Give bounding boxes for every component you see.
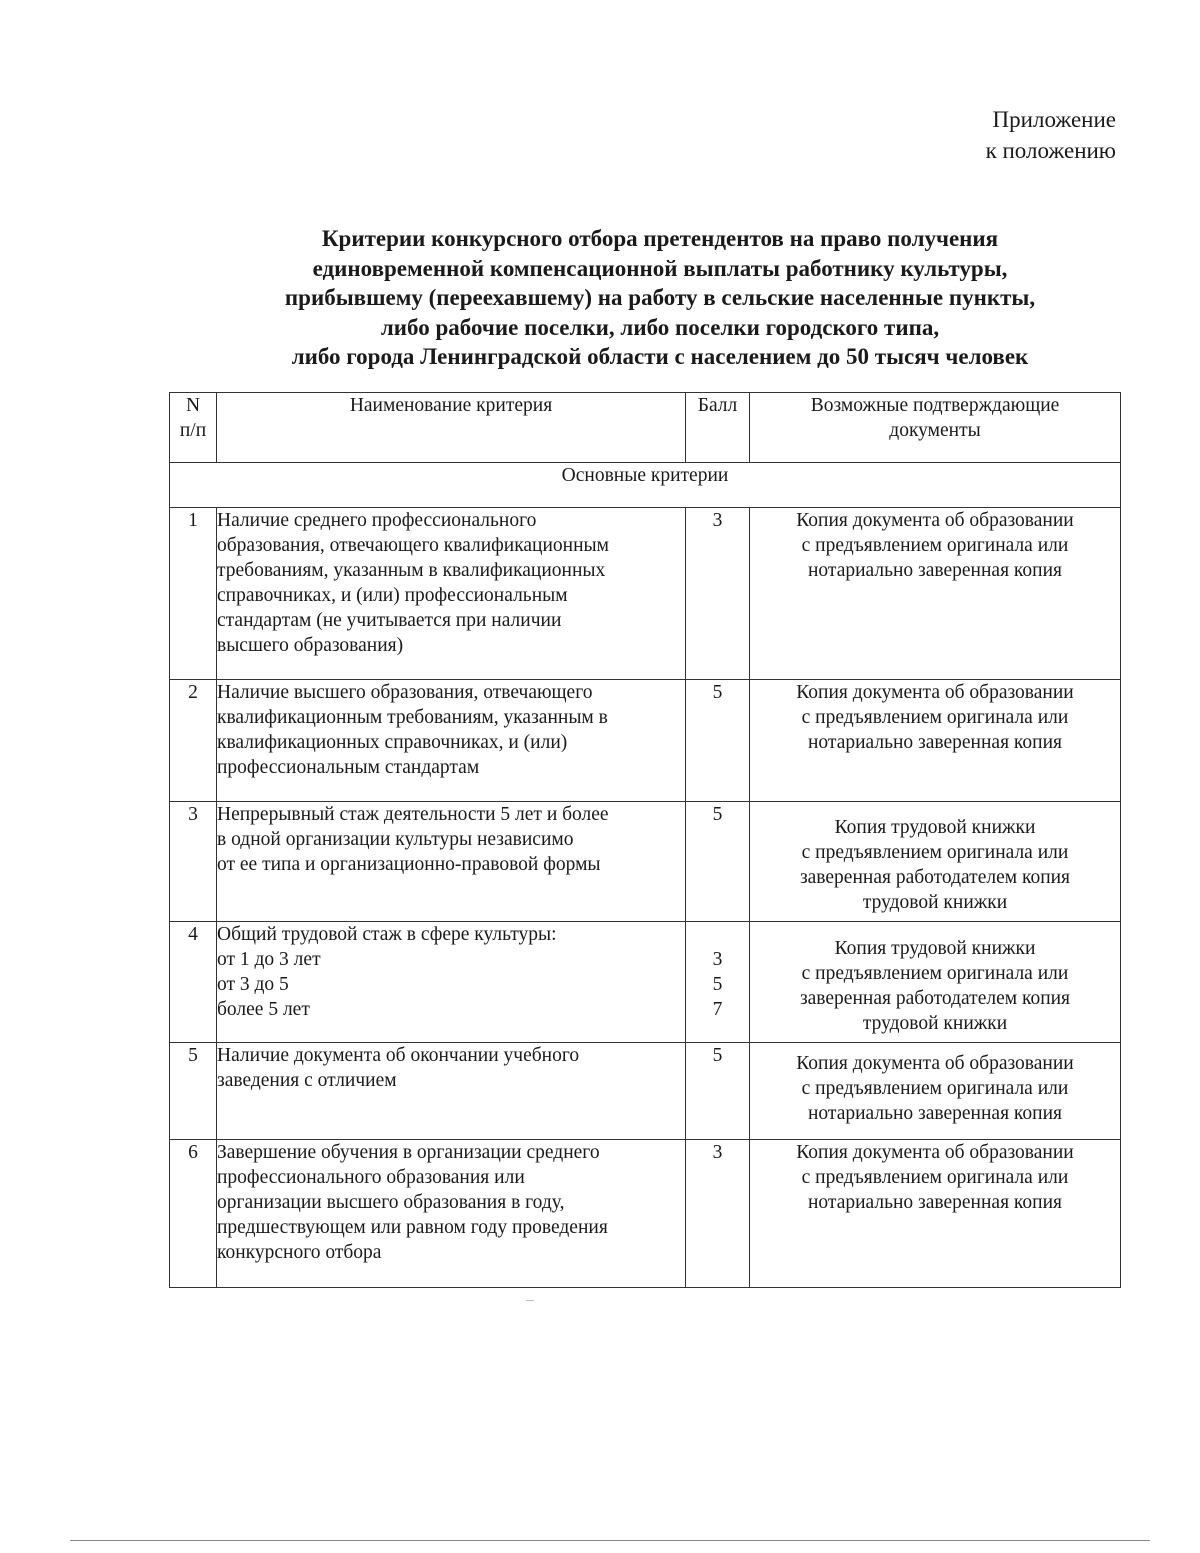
supporting-documents-line: с предъявлением оригинала или <box>801 842 1069 863</box>
table-row <box>170 922 1121 1043</box>
criterion-name-line: предшествующем или равном году проведения <box>217 1217 608 1238</box>
supporting-documents-line: нотариально заверенная копия <box>808 1192 1062 1213</box>
title-line: единовременной компенсационной выплаты работнику культуры, <box>312 255 1008 281</box>
criterion-name-line: требованиям, указанным в квалификационных <box>217 560 606 581</box>
table-row <box>170 802 1121 922</box>
criterion-name-line: Наличие документа об окончании учебного <box>217 1045 580 1066</box>
supporting-documents-line: Копия документа об образовании <box>796 682 1074 703</box>
criterion-name-line: от ее типа и организационно-правовой формы <box>217 854 601 875</box>
criterion-name-line: квалификационным требованиям, указанным в <box>217 707 608 728</box>
criterion-score <box>686 922 750 1043</box>
header-documents <box>750 393 1121 463</box>
row-number: 5 <box>170 1043 217 1140</box>
header-number <box>170 393 217 463</box>
supporting-documents-line: заверенная работодателем копия <box>799 988 1071 1009</box>
annex-line-2: к положению <box>985 138 1116 163</box>
header-number-line1: N <box>185 395 201 416</box>
header-criterion-name: Наименование критерия <box>217 393 686 463</box>
supporting-documents-line: Копия документа об образовании <box>796 1053 1074 1074</box>
table-row <box>170 508 1121 680</box>
supporting-documents-line: Копия трудовой книжки <box>834 938 1036 959</box>
title-line: прибывшему (переехавшему) на работу в сельские населенные пункты, <box>284 285 1036 310</box>
supporting-documents <box>750 508 1121 680</box>
criterion-score <box>686 680 750 802</box>
scan-speck <box>526 1300 534 1301</box>
supporting-documents-line: с предъявлением оригинала или <box>801 535 1069 556</box>
supporting-documents-line: нотариально заверенная копия <box>808 1103 1062 1124</box>
supporting-documents-line: трудовой книжки <box>862 892 1008 913</box>
criterion-name-line: профессионального образования или <box>217 1167 525 1188</box>
supporting-documents <box>750 922 1121 1043</box>
score-value: 5 <box>712 682 723 703</box>
criterion-name-line: Завершение обучения в организации среднего <box>217 1142 600 1163</box>
row-number: 1 <box>170 508 217 680</box>
criterion-name-line: заведения с отличием <box>217 1070 397 1091</box>
criterion-name-line: более 5 лет <box>217 999 310 1020</box>
criterion-name-line: Непрерывный стаж деятельности 5 лет и более <box>217 804 609 825</box>
supporting-documents-line: с предъявлением оригинала или <box>801 1078 1069 1099</box>
footer-rule <box>70 1540 1150 1541</box>
criterion-name <box>217 680 686 802</box>
criterion-name <box>217 1043 686 1140</box>
supporting-documents-line: с предъявлением оригинала или <box>801 963 1069 984</box>
criterion-name-line: организации высшего образования в году, <box>217 1192 565 1213</box>
criterion-name-line: стандартам (не учитывается при наличии <box>217 610 562 631</box>
title-line: Критерии конкурсного отбора претендентов на право получения <box>321 226 999 251</box>
score-value: 5 <box>712 1045 723 1066</box>
criterion-name <box>217 802 686 922</box>
supporting-documents <box>750 1140 1121 1288</box>
criterion-score <box>686 1140 750 1288</box>
score-value: 3 <box>712 510 723 531</box>
supporting-documents-line: с предъявлением оригинала или <box>801 1167 1069 1188</box>
supporting-documents-line: Копия трудовой книжки <box>834 817 1036 838</box>
document-title <box>130 224 1190 372</box>
score-value: 7 <box>712 999 723 1020</box>
table-row <box>170 1140 1121 1288</box>
criterion-name <box>217 922 686 1043</box>
score-value: 5 <box>712 974 723 995</box>
header-score: Балл <box>686 393 750 463</box>
criterion-score <box>686 508 750 680</box>
header-documents-line2: документы <box>889 420 981 441</box>
score-value: 3 <box>712 949 723 970</box>
criterion-name-line: конкурсного отбора <box>217 1242 382 1263</box>
criterion-score <box>686 802 750 922</box>
criterion-name-line: высшего образования) <box>217 635 404 656</box>
supporting-documents-line: нотариально заверенная копия <box>808 732 1062 753</box>
table-header-row <box>170 393 1121 463</box>
criterion-name-line: Наличие среднего профессионального <box>217 510 537 531</box>
criteria-table <box>169 392 1121 1288</box>
criterion-name-line: Общий трудовой стаж в сфере культуры: <box>217 924 557 945</box>
section-title: Основные критерии <box>170 463 1121 508</box>
supporting-documents <box>750 802 1121 922</box>
criterion-name-line: образования, отвечающего квалификационным <box>217 535 609 556</box>
criterion-name-line: в одной организации культуры независимо <box>217 829 574 850</box>
supporting-documents <box>750 680 1121 802</box>
criterion-name-line: от 1 до 3 лет <box>217 949 321 970</box>
criterion-score <box>686 1043 750 1140</box>
supporting-documents-line: нотариально заверенная копия <box>808 560 1062 581</box>
supporting-documents-line: заверенная работодателем копия <box>799 867 1071 888</box>
supporting-documents-line: с предъявлением оригинала или <box>801 707 1069 728</box>
criterion-name <box>217 1140 686 1288</box>
score-value: 5 <box>712 804 723 825</box>
score-value: 3 <box>712 1142 723 1163</box>
criterion-name-line: справочниках, и (или) профессиональным <box>217 585 568 606</box>
criterion-name-line: квалификационных справочниках, и (или) <box>217 732 568 753</box>
table-row <box>170 1043 1121 1140</box>
row-number: 2 <box>170 680 217 802</box>
criterion-name <box>217 508 686 680</box>
title-line: либо рабочие поселки, либо поселки городского типа, <box>380 314 940 340</box>
header-number-line2: п/п <box>179 420 207 441</box>
title-line: либо города Ленинградской области с населением до 50 тысяч человек <box>291 344 1029 369</box>
supporting-documents-line: трудовой книжки <box>862 1013 1008 1034</box>
table-row <box>170 680 1121 802</box>
score-value <box>686 922 749 947</box>
header-documents-line1: Возможные подтверждающие <box>810 395 1060 416</box>
section-row <box>170 463 1121 508</box>
annex-note <box>986 104 1116 166</box>
annex-line-1: Приложение <box>992 107 1116 132</box>
row-number: 6 <box>170 1140 217 1288</box>
supporting-documents-line: Копия документа об образовании <box>796 510 1074 531</box>
criterion-name-line: от 3 до 5 <box>217 974 289 995</box>
supporting-documents-line: Копия документа об образовании <box>796 1142 1074 1163</box>
criterion-name-line: Наличие высшего образования, отвечающего <box>217 682 593 703</box>
criterion-name-line: профессиональным стандартам <box>217 757 480 778</box>
row-number: 3 <box>170 802 217 922</box>
row-number: 4 <box>170 922 217 1043</box>
supporting-documents <box>750 1043 1121 1140</box>
